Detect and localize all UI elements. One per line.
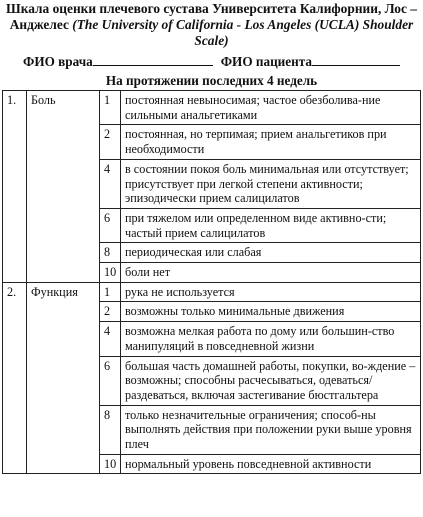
- patient-name-line[interactable]: [312, 53, 400, 66]
- title-line-3: Scale): [194, 33, 229, 48]
- score-description: периодическая или слабая: [121, 243, 421, 263]
- scale-table-body: [3, 91, 421, 474]
- score-description: рука не используется: [121, 282, 421, 302]
- score-value: 6: [100, 356, 121, 405]
- section-number: 2.: [3, 282, 27, 474]
- name-fields: [2, 53, 421, 70]
- assessment-period: На протяжении последних 4 недель: [105, 73, 318, 88]
- score-description: большая часть домашней работы, покупки, во-ждение – возможны; способны расчесываться, одеваться/раздеваться, включая застегивание бюстгальтера: [121, 356, 421, 405]
- title-line-2-italic: (The University of California - Los Angeles (UCLA) Shoulder: [72, 17, 414, 32]
- document-title: [2, 1, 421, 49]
- table-row: [3, 91, 421, 125]
- score-value: 2: [100, 125, 121, 159]
- score-description: постоянная невыносимая; частое обезболива-ние сильными анальгетиками: [121, 91, 421, 125]
- score-description: при тяжелом или определенном виде активно-сти; частый прием салицилатов: [121, 208, 421, 242]
- title-line-1: Шкала оценки плечевого сустава Университета Калифорнии, Лос –: [6, 1, 417, 16]
- title-line-2-prefix: Анджелес: [9, 17, 73, 32]
- patient-name-label: ФИО пациента: [220, 54, 312, 69]
- doctor-name-field[interactable]: [23, 53, 213, 70]
- score-value: 4: [100, 322, 121, 356]
- score-description: возможны только минимальные движения: [121, 302, 421, 322]
- table-row: [3, 282, 421, 302]
- section-name: Боль: [27, 91, 100, 283]
- score-value: 10: [100, 263, 121, 283]
- score-description: в состоянии покоя боль минимальная или отсутствует; присутствует при легкой степени активности; эпизодически прием салицилатов: [121, 159, 421, 208]
- score-value: 6: [100, 208, 121, 242]
- ucla-scale-table: [2, 90, 421, 474]
- score-description: возможна мелкая работа по дому или большин-ство манипуляций в повседневной жизни: [121, 322, 421, 356]
- section-number: 1.: [3, 91, 27, 283]
- score-value: 4: [100, 159, 121, 208]
- score-value: 8: [100, 243, 121, 263]
- patient-name-field[interactable]: [221, 53, 400, 70]
- doctor-name-line[interactable]: [93, 53, 213, 66]
- score-value: 1: [100, 91, 121, 125]
- title-line-2: [2, 17, 421, 33]
- score-value: 8: [100, 405, 121, 454]
- score-value: 2: [100, 302, 121, 322]
- score-description: нормальный уровень повседневной активности: [121, 454, 421, 474]
- score-value: 1: [100, 282, 121, 302]
- score-description: только незначительные ограничения; способ-ны выполнять действия при положении руки выше уровня плеч: [121, 405, 421, 454]
- score-description: боли нет: [121, 263, 421, 283]
- score-value: 10: [100, 454, 121, 474]
- doctor-name-label: ФИО врача: [23, 54, 93, 69]
- score-description: постоянная, но терпимая; прием анальгетиков при необходимости: [121, 125, 421, 159]
- section-name: Функция: [27, 282, 100, 474]
